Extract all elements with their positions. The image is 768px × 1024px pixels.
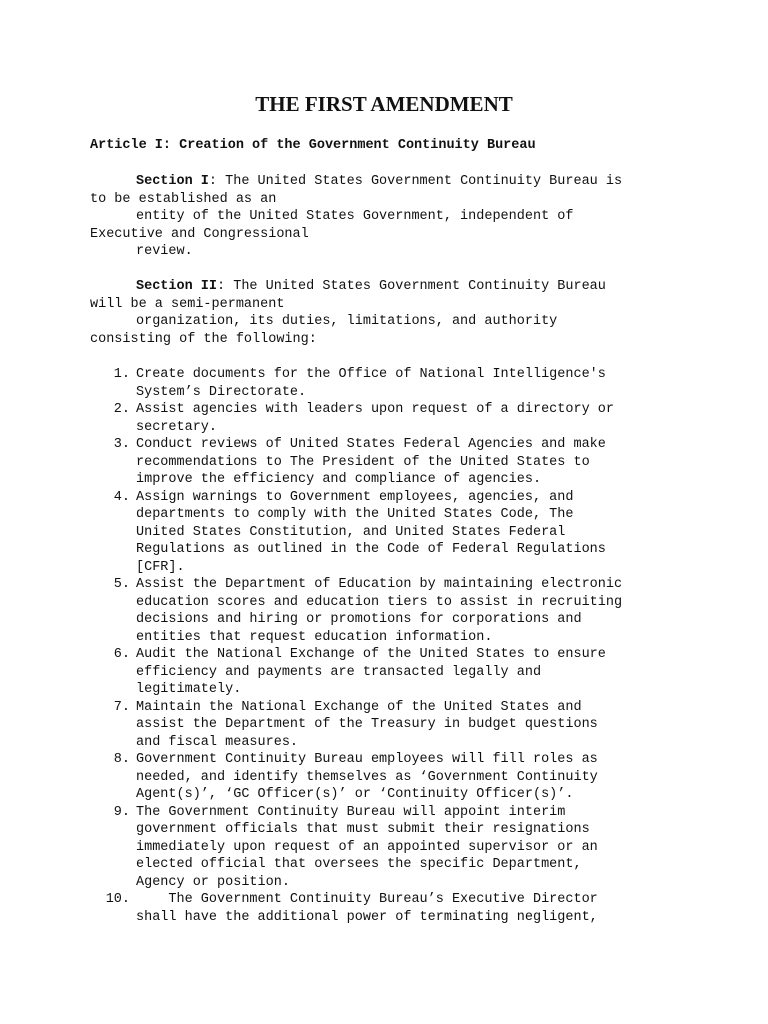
section-2-line-4: consisting of the following:	[90, 331, 317, 347]
list-item-text-line: Maintain the National Exchange of the United States and	[136, 699, 582, 715]
section-2-line-1: Section II: The United States Government Continuity Bureau	[136, 279, 606, 294]
list-item-text-line: Agency or position.	[136, 874, 290, 890]
list-item-text-line: elected official that oversees the specific Department,	[136, 857, 582, 872]
list-item-text-line: government officials that must submit their resignations	[136, 822, 590, 837]
list-item-text-line: legitimately.	[136, 682, 242, 697]
section-1-label: Section I	[136, 174, 209, 189]
list-item-text-line: shall have the additional power of terminating negligent,	[136, 909, 598, 925]
list-item-text-line: departments to comply with the United States Code, The	[136, 507, 574, 522]
list-item-number: 3.	[113, 437, 130, 452]
section-1-line-4: Executive and Congressional	[90, 226, 309, 242]
article-heading: Article I: Creation of the Government Continuity Bureau	[90, 138, 536, 153]
list-item-number: 2.	[113, 402, 130, 417]
list-item-number: 1.	[113, 367, 130, 382]
list-item-text-line: immediately upon request of an appointed supervisor or an	[136, 839, 598, 855]
list-item-number: 6.	[113, 647, 130, 662]
list-item-text-line: decisions and hiring or promotions for corporations and	[136, 612, 582, 627]
list-item-number: 7.	[113, 699, 130, 715]
section-2-label: Section II	[136, 279, 218, 294]
section-2-line-3: organization, its duties, limitations, and authority	[136, 314, 558, 329]
list-item-text-line: Audit the National Exchange of the United States to ensure	[136, 647, 606, 662]
list-item-text-line: Assist the Department of Education by maintaining electronic	[136, 577, 623, 592]
section-1-line-1: Section I: The United States Government Continuity Bureau is	[136, 174, 623, 189]
list-item-text-line: System’s Directorate.	[136, 384, 307, 400]
list-item-text-line: Agent(s)’, ‘GC Officer(s)’ or ‘Continuity Officer(s)’.	[136, 787, 574, 802]
list-item-text-line: recommendations to The President of the United States to	[136, 454, 590, 470]
list-item-text-line: needed, and identify themselves as ‘Government Continuity	[136, 769, 598, 785]
list-item-text-line: Assist agencies with leaders upon request of a directory or	[136, 402, 614, 417]
section-1-line-3: entity of the United States Government, independent of	[136, 209, 574, 224]
list-item-text-line: assist the Department of the Treasury in budget questions	[136, 717, 598, 732]
list-item-number: 8.	[113, 752, 130, 767]
list-item-text-line: Conduct reviews of United States Federal Agencies and make	[136, 437, 606, 452]
list-item-text-line: [CFR].	[136, 559, 185, 575]
list-item-number: 5.	[113, 577, 130, 592]
list-item-number: 10.	[105, 892, 130, 907]
list-item-text-line: Government Continuity Bureau employees will fill roles as	[136, 752, 598, 767]
list-item-text-line: Regulations as outlined in the Code of Federal Regulations	[136, 542, 606, 557]
list-item-text-line: Assign warnings to Government employees, agencies, and	[136, 489, 574, 505]
section-1-line-5: review.	[136, 244, 193, 259]
list-item-number: 9.	[113, 804, 130, 820]
list-item-text-line: The Government Continuity Bureau will appoint interim	[136, 804, 566, 820]
list-item-text-line: The Government Continuity Bureau’s Executive Director	[136, 892, 598, 907]
list-item-text-line: education scores and education tiers to assist in recruiting	[136, 594, 623, 610]
section-2-line-2: will be a semi-permanent	[90, 296, 285, 312]
list-item-text-line: Create documents for the Office of National Intelligence's	[136, 367, 606, 382]
list-item-text-line: and fiscal measures.	[136, 734, 299, 750]
document-title: THE FIRST AMENDMENT	[255, 92, 513, 116]
list-item-text-line: entities that request education information.	[136, 629, 493, 645]
list-item-number: 4.	[113, 489, 130, 505]
list-item-text-line: improve the efficiency and compliance of agencies.	[136, 472, 542, 487]
list-item-text-line: efficiency and payments are transacted legally and	[136, 664, 542, 680]
section-1-line-2: to be established as an	[90, 191, 277, 207]
list-item-text-line: United States Constitution, and United States Federal	[136, 524, 566, 540]
list-item-text-line: secretary.	[136, 419, 218, 435]
